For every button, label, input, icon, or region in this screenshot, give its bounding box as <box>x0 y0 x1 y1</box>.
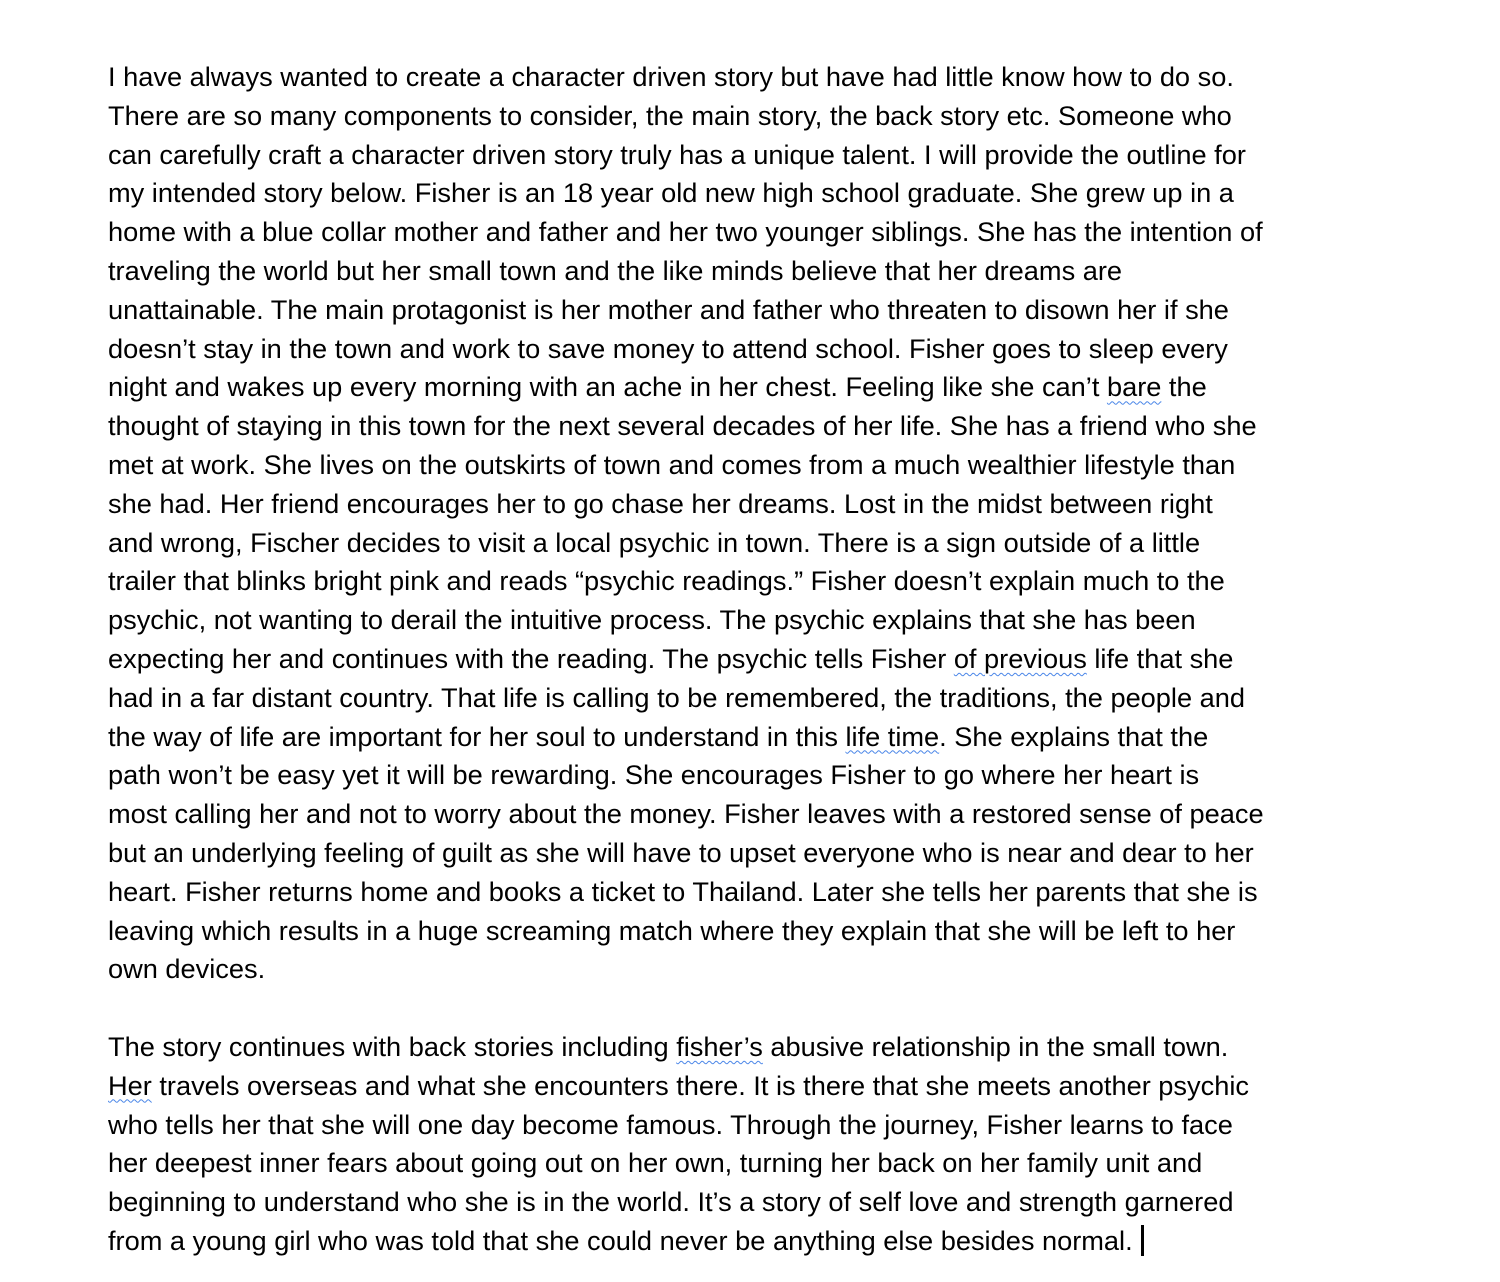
text-line[interactable] <box>108 291 1368 330</box>
text-run: I have always wanted to create a character driven story but have had little know how to do so. <box>108 61 1234 92</box>
text-line[interactable] <box>108 873 1368 912</box>
spellcheck-flagged-word[interactable]: life time <box>845 720 940 752</box>
text-line[interactable] <box>108 601 1368 640</box>
text-cursor <box>1141 1225 1144 1256</box>
text-line[interactable] <box>108 446 1368 485</box>
text-line[interactable] <box>108 97 1368 136</box>
text-run: met at work. She lives on the outskirts of town and comes from a much wealthier lifestyle than <box>108 448 1236 480</box>
text-run: path won’t be easy yet it will be rewarding. She encourages Fisher to go where her heart is <box>108 759 1200 791</box>
text-run: psychic, not wanting to derail the intuitive process. The psychic explains that she has been <box>108 604 1196 636</box>
text-line[interactable] <box>108 524 1368 563</box>
text-run: unattainable. The main protagonist is her mother and father who threaten to disown her if she <box>108 293 1229 325</box>
text-run: thought of staying in this town for the next several decades of her life. She has a friend who she <box>108 410 1257 442</box>
text-run: beginning to understand who she is in the world. It’s a story of self love and strength garnered <box>108 1186 1234 1218</box>
text-line[interactable] <box>108 330 1368 369</box>
text-line[interactable] <box>108 1028 1368 1067</box>
document-body[interactable] <box>108 58 1368 1261</box>
text-run: the way of life are important for her soul to understand in this <box>108 720 846 752</box>
text-line[interactable] <box>108 1144 1368 1183</box>
text-line[interactable] <box>108 136 1368 175</box>
paragraph[interactable] <box>108 1028 1368 1261</box>
paragraph[interactable] <box>108 58 1368 989</box>
text-run: her deepest inner fears about going out on her own, turning her back on her family unit and <box>108 1147 1203 1179</box>
spellcheck-flagged-word[interactable]: Her <box>108 1069 152 1101</box>
text-line[interactable] <box>108 213 1368 252</box>
text-run: travels overseas and what she encounters there. It is there that she meets another psychic <box>151 1069 1249 1101</box>
text-run: traveling the world but her small town and the like minds believe that her dreams are <box>108 254 1123 286</box>
text-run: had in a far distant country. That life is calling to be remembered, the traditions, the people and <box>108 681 1246 713</box>
text-run: she had. Her friend encourages her to go chase her dreams. Lost in the midst between right <box>108 487 1213 519</box>
text-line[interactable] <box>108 679 1368 718</box>
text-run: own devices. <box>108 953 266 985</box>
text-run: abusive relationship in the small town. <box>762 1030 1229 1062</box>
text-run: can carefully craft a character driven story truly has a unique talent. I will provide the outline for <box>108 138 1246 170</box>
text-line[interactable] <box>108 795 1368 834</box>
text-run: who tells her that she will one day become famous. Through the journey, Fisher learns to face <box>108 1108 1233 1140</box>
text-run: but an underlying feeling of guilt as she will have to upset everyone who is near and dear to her <box>108 836 1254 868</box>
text-line[interactable] <box>108 58 1368 97</box>
text-run: home with a blue collar mother and father and her two younger siblings. She has the intention of <box>108 216 1263 248</box>
text-run: There are so many components to consider, the main story, the back story etc. Someone who <box>108 99 1232 131</box>
text-run: from a young girl who was told that she could never be anything else besides normal. <box>108 1224 1133 1256</box>
text-run: leaving which results in a huge screaming match where they explain that she will be left to her <box>108 914 1236 946</box>
text-run: The story continues with back stories including <box>108 1030 677 1062</box>
text-line[interactable] <box>108 718 1368 757</box>
text-line[interactable] <box>108 562 1368 601</box>
text-line[interactable] <box>108 756 1368 795</box>
text-run: the <box>1161 371 1207 403</box>
text-line[interactable] <box>108 368 1368 407</box>
text-run: night and wakes up every morning with an ache in her chest. Feeling like she can’t <box>108 371 1107 403</box>
text-run: heart. Fisher returns home and books a ticket to Thailand. Later she tells her parents that she is <box>108 875 1258 907</box>
text-line[interactable] <box>108 1183 1368 1222</box>
text-run: trailer that blinks bright pink and reads “psychic readings.” Fisher doesn’t explain much to the <box>108 565 1225 597</box>
text-line[interactable] <box>108 1222 1368 1261</box>
text-line[interactable] <box>108 1067 1368 1106</box>
text-line[interactable] <box>108 407 1368 446</box>
text-run: . She explains that the <box>939 720 1209 752</box>
text-line[interactable] <box>108 950 1368 989</box>
text-line[interactable] <box>108 834 1368 873</box>
text-run: life that she <box>1086 642 1234 674</box>
text-line[interactable] <box>108 485 1368 524</box>
text-line[interactable] <box>108 912 1368 951</box>
text-run: my intended story below. Fisher is an 18 year old new high school graduate. She grew up in a <box>108 177 1234 209</box>
spellcheck-flagged-word[interactable]: of previous <box>953 642 1087 674</box>
text-line[interactable] <box>108 174 1368 213</box>
text-line[interactable] <box>108 640 1368 679</box>
spellcheck-flagged-word[interactable]: fisher’s <box>676 1030 763 1062</box>
text-run: most calling her and not to worry about the money. Fisher leaves with a restored sense of peace <box>108 798 1264 830</box>
spellcheck-flagged-word[interactable]: bare <box>1106 371 1162 403</box>
text-run: doesn’t stay in the town and work to save money to attend school. Fisher goes to sleep every <box>108 332 1228 364</box>
text-run: expecting her and continues with the reading. The psychic tells Fisher <box>108 642 954 674</box>
text-line[interactable] <box>108 1106 1368 1145</box>
text-line[interactable] <box>108 252 1368 291</box>
text-run: and wrong, Fischer decides to visit a local psychic in town. There is a sign outside of a little <box>108 526 1201 558</box>
